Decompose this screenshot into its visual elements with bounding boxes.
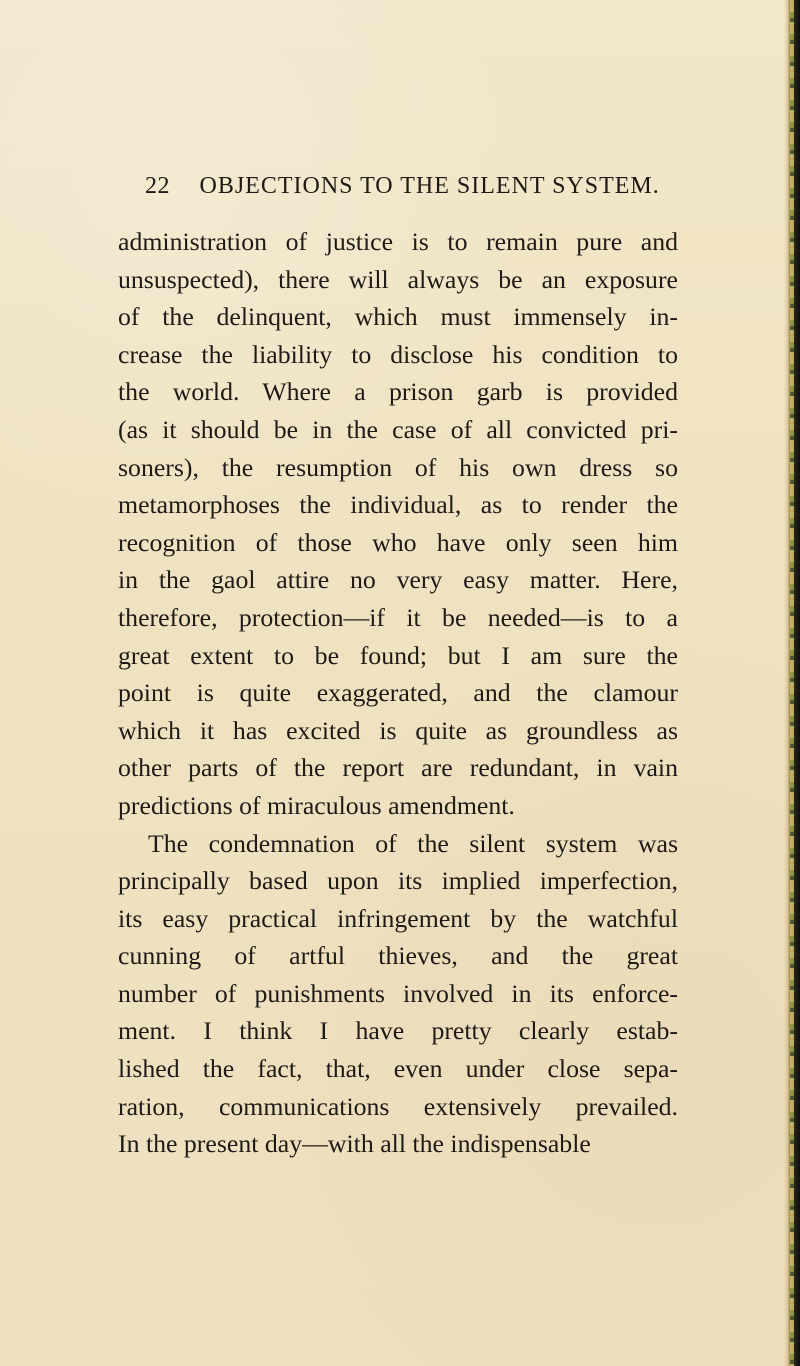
text-line: unsuspected), there will always be an exposure [118,264,678,294]
page-number: 22 [145,173,170,199]
text-line: administration of justice is to remain pure and [118,227,678,256]
binding-stripe [790,0,794,1366]
text-line: recognition of those who have only seen him [118,527,678,557]
text-line: ment. I think I have pretty clearly estab- [118,1016,678,1046]
text-line: The condemnation of the silent system was [148,828,678,858]
text-line: cunning of artful thieves, and the great [118,941,678,971]
text-line: (as it should be in the case of all convicted pri- [118,414,678,444]
running-head [145,170,665,202]
running-title: OBJECTIONS TO THE SILENT SYSTEM. [199,173,660,199]
text-line: which it has excited is quite as groundless as [118,715,678,745]
text-line: of the delinquent, which must immensely in- [118,302,678,332]
body-text [118,223,678,1163]
text-line: its easy practical infringement by the watchful [118,903,678,933]
text-line: in the gaol attire no very easy matter. Here, [118,565,678,595]
text-line: In the present day—with all the indispensable [118,1129,591,1159]
text-line: number of punishments involved in its enforce- [118,978,678,1008]
text-line: point is quite exaggerated, and the clamour [118,678,678,708]
text-line: other parts of the report are redundant, in vain [118,753,678,783]
text-line: the world. Where a prison garb is provided [118,377,678,407]
text-line: crease the liability to disclose his condition to [118,339,678,369]
text-line: predictions of miraculous amendment. [118,790,515,820]
text-line: therefore, protection—if it be needed—is to a [118,602,678,632]
text-line: lished the fact, that, even under close sepa- [118,1054,678,1084]
text-line: metamorphoses the individual, as to render the [118,490,678,520]
text-line: great extent to be found; but I am sure the [118,640,678,670]
text-line: soners), the resumption of his own dress so [118,452,678,482]
text-line: ration, communications extensively prevailed. [118,1091,678,1121]
text-line: principally based upon its implied imperfection, [118,866,678,896]
